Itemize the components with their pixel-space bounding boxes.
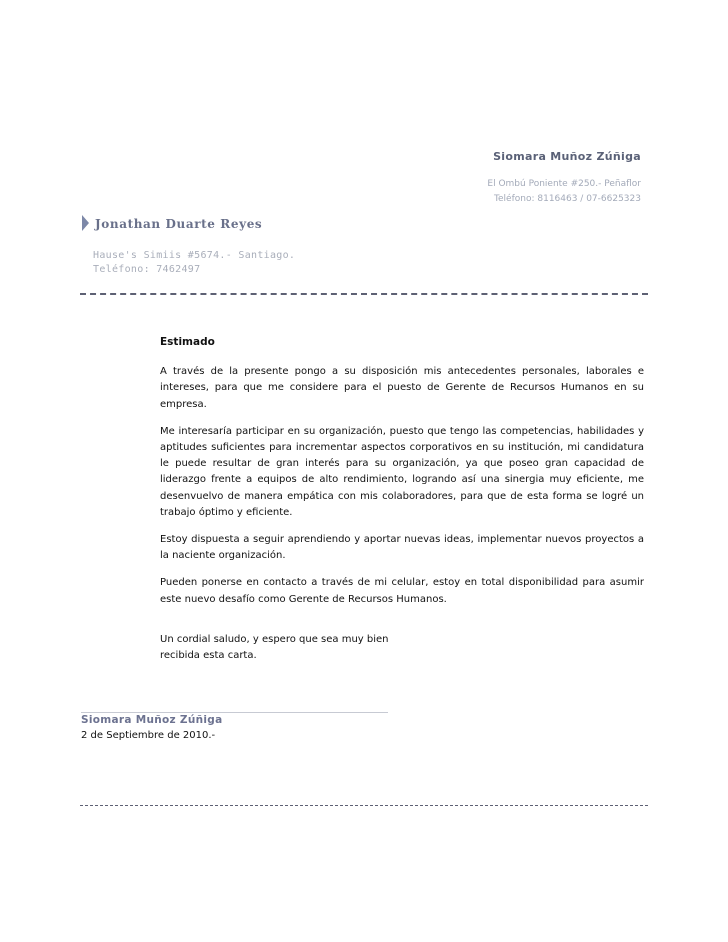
signature-name: Siomara Muñoz Zúñiga: [81, 714, 223, 726]
closing-text: Un cordial saludo, y espero que sea muy bien recibida esta carta.: [160, 633, 389, 662]
recipient-address: Hause's Simiis #5674.- Santiago.: [93, 250, 296, 261]
greeting: Estimado: [160, 336, 215, 348]
paragraph: Me interesaría participar en su organización, puesto que tengo las competencias, habilidades y aptitudes suficientes para incrementar aspectos corporativos en su institución, mi candidatura le puede resultar de gran interés para su organización, ya que poseo gran capacidad de liderazgo frente a equipos de alto rendimiento, logrando así una sinergia muy eficiente, me desenvuelvo de manera empática con mis colaboradores, para que de esta forma se logré un trabajo óptimo y eficiente.: [160, 425, 644, 518]
paragraph: Pueden ponerse en contacto a través de mi celular, estoy en total disponibilidad para asumir este nuevo desafío como Gerente de Recursos Humanos.: [160, 577, 644, 605]
signature-date: 2 de Septiembre de 2010.-: [81, 730, 216, 741]
triangle-marker-icon: [82, 215, 89, 231]
signature-line: [81, 712, 388, 713]
header-divider: [80, 293, 648, 295]
paragraph: Estoy dispuesta a seguir aprendiendo y aportar nuevas ideas, implementar nuevos proyectos a la naciente organización.: [160, 534, 644, 562]
paragraph: A través de la presente pongo a su disposición mis antecedentes personales, laborales e intereses, para que me considere para el puesto de Gerente de Recursos Humanos en su empresa.: [160, 366, 644, 410]
letter-body: [160, 334, 644, 674]
recipient-name: Jonathan Duarte Reyes: [95, 217, 263, 231]
sender-block: [487, 150, 641, 207]
recipient-phone: Teléfono: 7462497: [93, 264, 201, 275]
sender-name: Siomara Muñoz Zúñiga: [493, 150, 641, 163]
sender-address: El Ombú Poniente #250.- Peñaflor: [487, 179, 641, 189]
sender-phone: Teléfono: 8116463 / 07-6625323: [494, 194, 641, 204]
footer-divider: [80, 805, 648, 806]
